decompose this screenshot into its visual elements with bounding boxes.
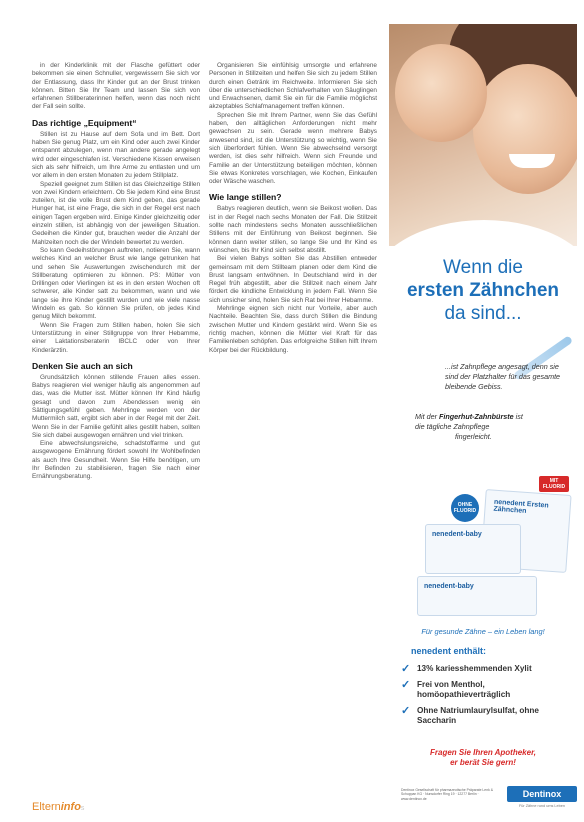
section-heading: Denken Sie auch an sich [32,360,133,371]
brush-text-part: Mit der [415,412,439,421]
paragraph: So kann Gedeihstörungen auftreten, notieren Sie, wann welches Kind an welcher Brust wie lange getrunken hat und sehen Sie Auswertungen zwischendurch mit der Stillberatung optimieren zu können. PS: Mütter von Drillingen oder Vierlingen ist es in den ersten Wochen oft schwerer, alle Kinder satt zu bekommen, wann und wie lange sie ihre Kinder gestillt wurden und wie viele nasse Windeln es gab. So können Sie prüfen, ob jedes Kind genug Milch bekommt. [32,246,200,321]
product-pack-middle [425,524,521,574]
ad-footer-address: Dentinox Gesellschaft für pharmazeutische Präparate Lenk & Schuppan KG · Nunsdorfer Ring 19 · 12277 Berlin · www.dentinox.de [401,788,493,801]
mother-face [473,64,577,194]
benefit-text: 13% kariesshemmenden Xylit [417,664,532,673]
headline-line-3: da sind... [444,303,522,324]
product-pack-front [417,576,537,616]
benefit-item [401,664,571,674]
checkmark-icon: ✓ [401,663,411,675]
brush-text-part: ist die tägliche Zahnpflege [415,412,523,431]
pack-label: nenedent-baby [424,583,474,590]
paragraph: Eine abwechslungsreiche, schadstoffarme und gut ausgewogene Ernährung fördert sowohl Ihr Wohlbefinden als auch Ihre Gesundheit. Wenn Sie Hilfe benötigen, um Ihr Befinden zu stabilisieren, fragen Sie nach einer Ernährungsberatung. [32,440,200,481]
ad-contains-title: nenedent enthält: [411,646,487,656]
paragraph: Sprechen Sie mit Ihrem Partner, wenn Sie das Gefühl haben, den alltäglichen Anforderungen nicht mehr gewachsen zu sein. Gerade wenn mehrere Babys anwesend sind, ist die Unterstützung so wichtig, wenn Sie sich überfordert fühlen. Wenn Sie abwechselnd versorgt werden, ist dies sehr hilfreich. Wenn sich Freunde und Familie an der Unterstützung beteiligen möchten, können Sie etwas Konkretes vorschlagen, wie Kochen, Einkaufen oder Wäsche waschen. [209,111,377,186]
paragraph: in der Kinderklinik mit der Flasche gefüttert oder bekommen sie einen Schnuller, vergewissern Sie sich vor der Entlassung, dass Ihr Kinder gut an der Brust trinken können. Bitten Sie Ihr Team und lassen Sie sich von erfahrenen Stillberaterinnen helfen, wenn das noch nicht der Fall sein sollte. [32,62,200,111]
logo-part-1: Eltern [32,801,61,813]
magazine-logo [32,801,84,813]
dentinox-logo: Dentinox [507,786,577,802]
ad-headline [389,256,577,325]
ad-footer [401,786,577,812]
section-heading: Wie lange stillen? [209,192,282,203]
logo-marker: s [80,805,85,812]
benefits-list [401,664,571,732]
article-text [32,62,377,794]
mother-baby-photo [389,24,577,246]
ad-slogan: Für gesunde Zähne – ein Leben lang! [421,627,545,636]
checkmark-icon: ✓ [401,679,411,691]
paragraph: Mehrlinge eignen sich nicht nur Vorteile, aber auch Nachteile. Beachten Sie, dass durch Stillen die Bindung zwischen Mutter und Kindern gestärkt wird. Wenn Sie es richtig machen, können die Mütter viel Kraft für das Familienleben schöpfen. Das erfolgreiche Stillen hilft Ihrem Körper bei der Rückbildung. [209,305,377,354]
ask-line-1: Fragen Sie Ihren Apotheker, [430,748,536,757]
ask-line-2: er berät Sie gern! [450,758,516,767]
headline-line-2: ersten Zähnchen [406,280,560,301]
checkmark-icon: ✓ [401,705,411,717]
brush-text-part: fingerleicht. [455,432,492,441]
ad-intro-text: ...ist Zahnpflege angesagt, denn sie sind der Platzhalter für das gesamte bleibende Gebiss. [445,362,561,391]
nenedent-advertisement [389,24,577,814]
ad-ask-pharmacist [389,748,577,768]
mit-fluorid-badge: MIT FLUORID [539,476,569,492]
paragraph: Babys reagieren deutlich, wenn sie Beikost wollen. Das ist in der Regel nach sechs Monaten der Fall. Die Stillzeit sollte nach mindestens sechs Monaten ausschließlichen Stillens mit der Einführung von Beikost beginnen. Sie können dann weiter stillen, so lange Sie und Ihr Kind es wünschen, bis Ihr Kind sich selbst abstillt. [209,205,377,254]
benefit-text: Ohne Natriumlaurylsulfat, ohne Saccharin [417,706,539,725]
headline-line-1: Wenn die [443,257,523,278]
pack-label: nenedent-baby [432,531,482,538]
paragraph: Speziell geeignet zum Stillen ist das Gleichzeitige Stillen von zwei Kindern erleichtern. Ob Sie jedem Kind eine Brust zuteilen, ist die volle Brust dem Kind geben, das gerade Hunger hat, ist eine Frage, die sich in der Regel erst nach einigen Tagen ergeben wird. Einige Kinder gleichzeitig oder einzeln stillen, ist abhängig von der jeweiligen Situation. Gedeihen die Kinder gut, brauchen weder die Anzahl der Mahlzeiten noch die der Windeln bewertet zu werden. [32,180,200,246]
ad-brush-text [415,412,525,442]
paragraph: Stillen ist zu Hause auf dem Sofa und im Bett. Dort haben Sie genug Platz, um ein Kind oder auch zwei Kinder entspannt abzulegen, wenn man andere gerade angelegt wird oder eingeschlafen ist. Verschiedene Kissen erweisen sich als sehr hilfreich, um Ihre Arme zu entlasten und um vor allem in den ersten Monaten zu jedem Stillplatz. [32,130,200,180]
baby-face [395,44,487,142]
paragraph: Organisieren Sie einfühlsig umsorgte und erfahrene Personen in Stillzeiten und helfen Sie sich zu jedem Stillen durch einen Getränk im Reichweite. Informieren Sie sich über die unterschiedlichen Schlafverhalten von Säuglingen und Erwachsenen, damit Sie ein für die Familie möglichst akzeptables Schlafmanagement treffen können. [209,62,377,111]
paragraph: Wenn Sie Fragen zum Stillen haben, holen Sie sich Unterstützung in einer Stillgruppe von Ihrer Hebamme, einer Laktationsberaterin IBCLC oder von Ihrer Kinderärztin. [32,321,200,354]
benefit-item [401,706,571,726]
paragraph: Bei vielen Babys sollten Sie das Abstillen entweder gemeinsam mit dem Stillteam planen oder dem Kind die Brust langsam entwöhnen. In Deutschland wird in der Regel früh abgestillt, aber die Stillzeit nach einem Jahr fördert die kindliche Entwicklung in jedem Fall. Wenn Sie sich unsicher sind, holen Sie sich Rat bei Ihrer Hebamme. [209,255,377,304]
logo-part-2: info [60,801,81,813]
benefit-item [401,680,571,700]
paragraph: Grundsätzlich können stillende Frauen alles essen. Babys reagieren viel weniger häufig als angenommen auf das, was die Mutter isst. Mütter können Ihr Kind häufig gesagt und davon zum Abendessen wenig ein Sättigungsgefühl geben. Mehrlinge werden von der Muttermilch satt, ergibt sich aber in der Regel mit der Zeit. Wenn Sie in der Familie gefühlt alles gestillt haben, sollten Sie sich dabei ausgewogen ernähren und viel trinken. [32,373,200,439]
article-column-1 [32,62,200,794]
ohne-fluorid-badge: OHNE FLUORID [451,494,479,522]
brush-text-bold: Fingerhut-Zahnbürste [438,412,514,421]
dentinox-claim: Für Zähne rund ums Leben [518,804,565,808]
section-heading: Das richtige „Equipment“ [32,117,137,128]
pack-label: nenedent Ersten Zähnchen [493,498,549,515]
article-column-2 [209,62,377,794]
benefit-text: Frei von Menthol, homöopathieverträglich [417,680,511,699]
mother-smile [509,154,555,168]
